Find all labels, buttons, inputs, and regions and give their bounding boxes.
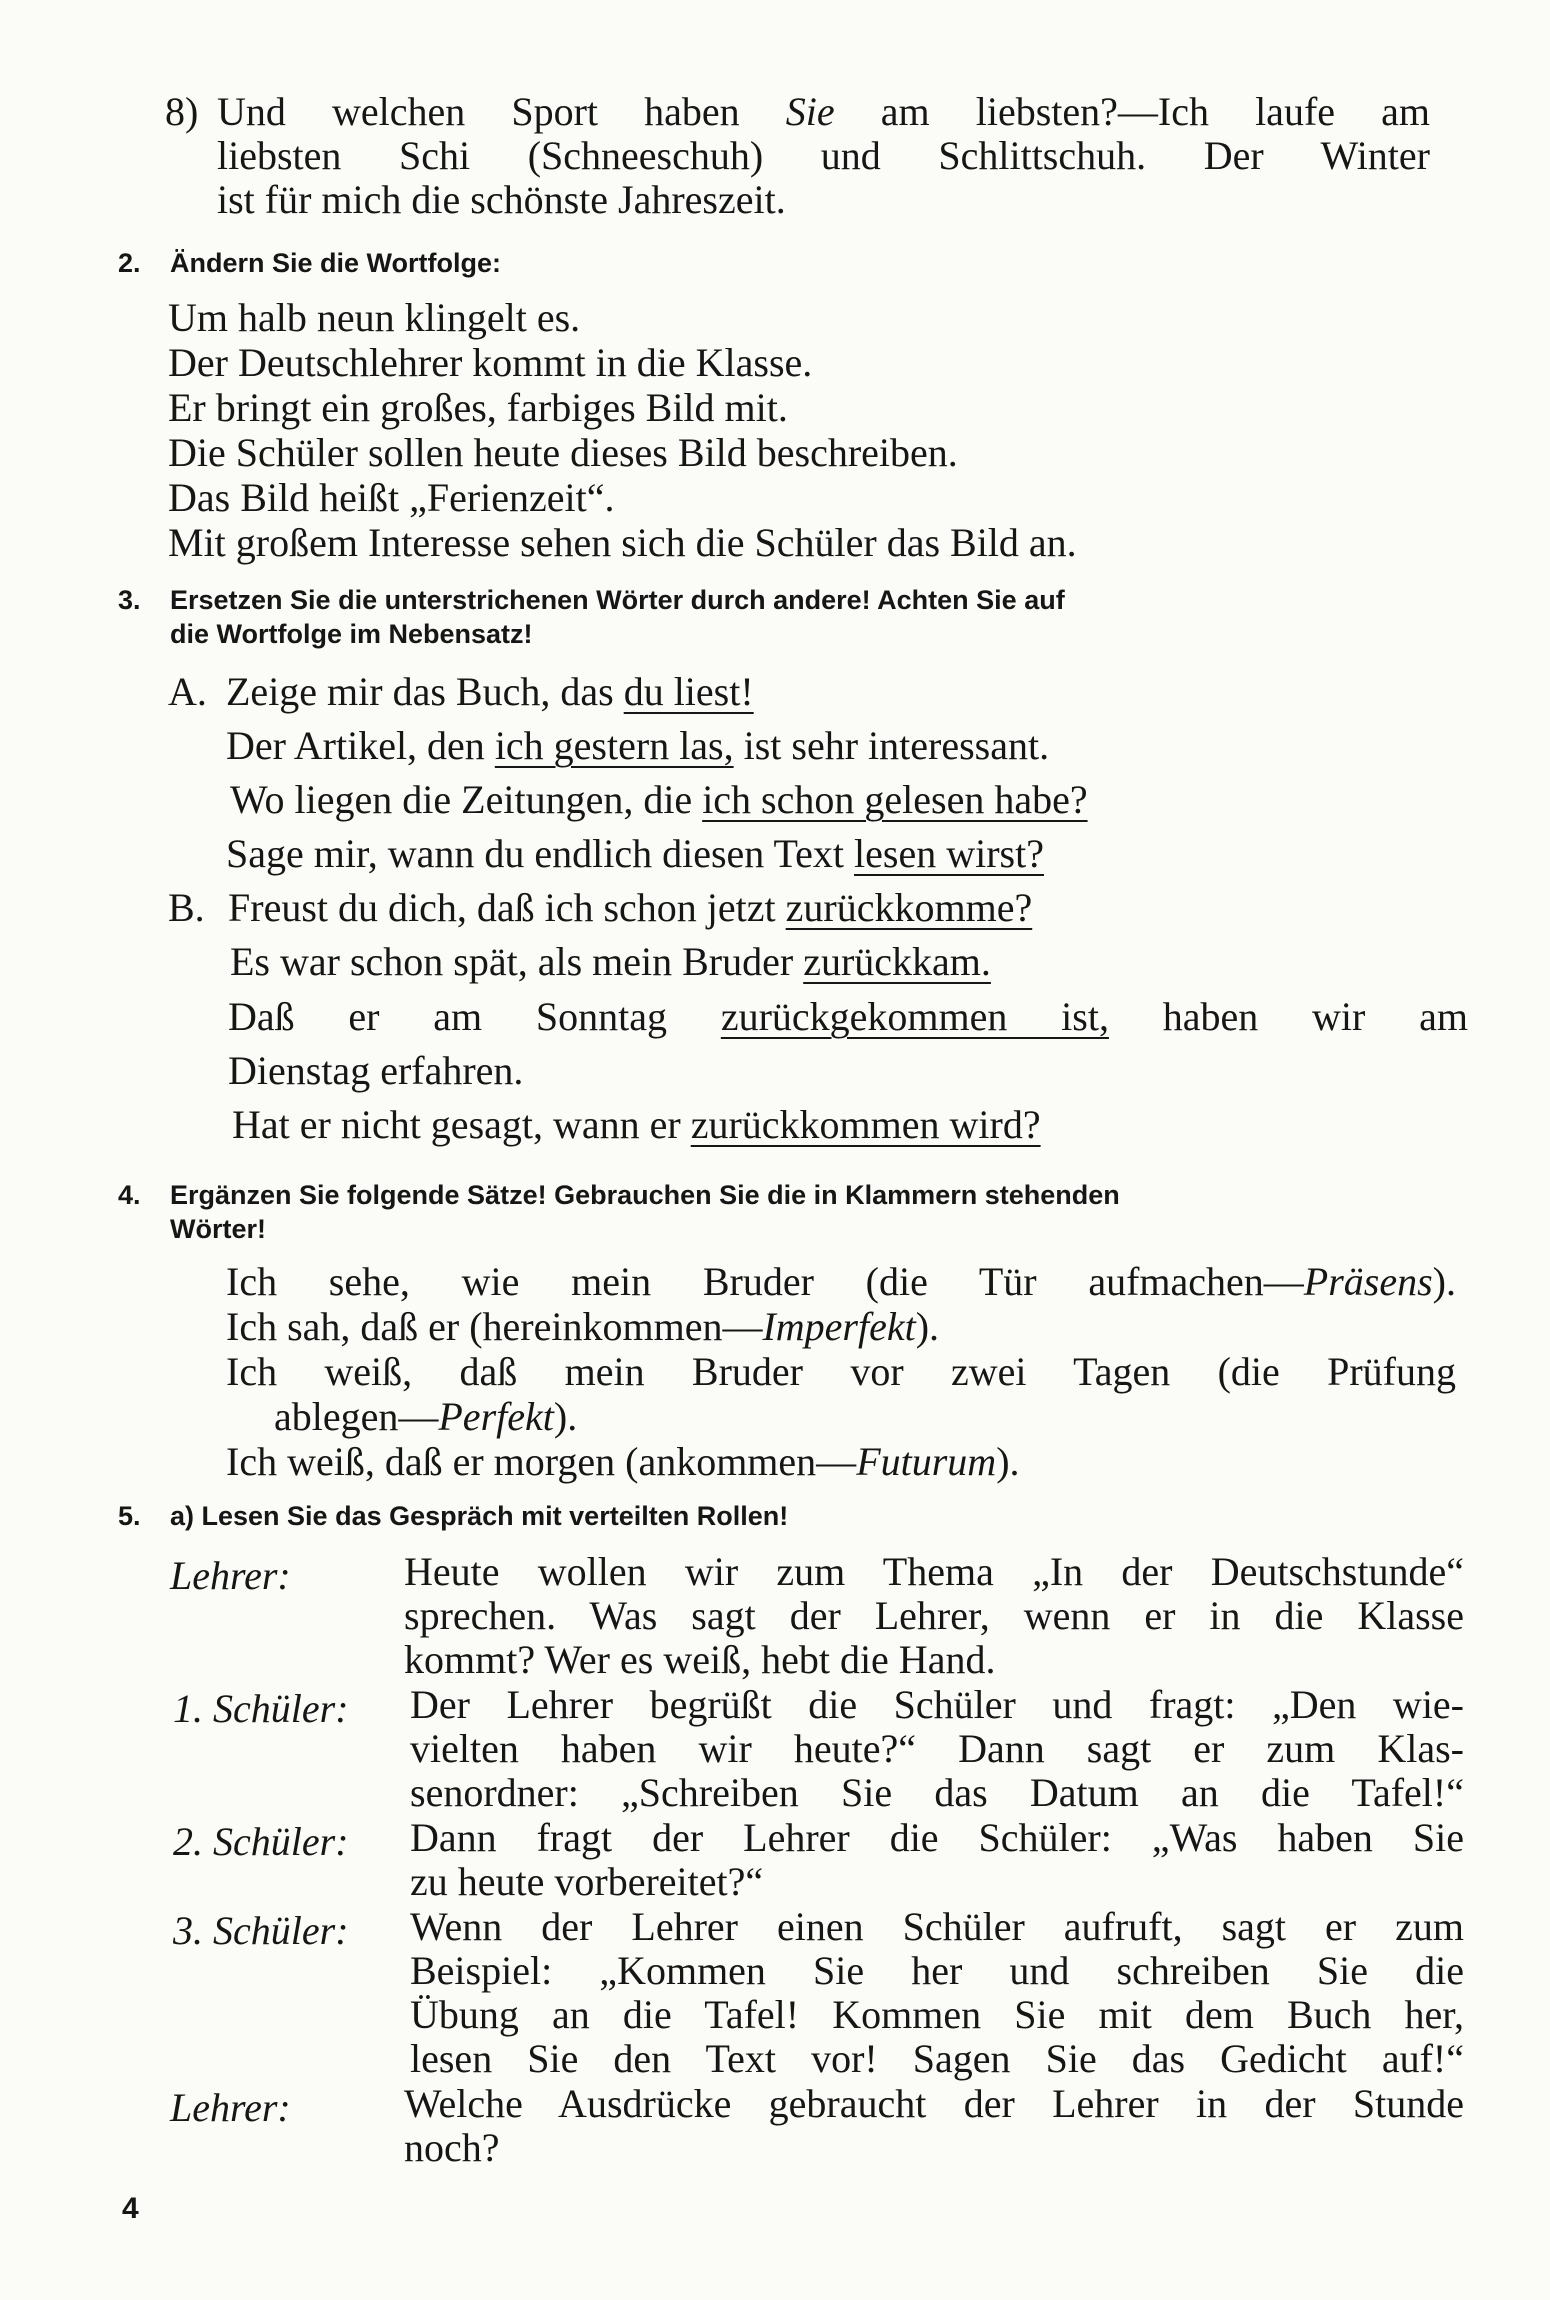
sentence-b4: Hat er nicht gesagt, wann er zurückkommen wird? — [232, 1102, 1041, 1147]
exercise-4-heading-line-2: Wörter! — [170, 1214, 266, 1244]
dialogue-line: Übung an die Tafel! Kommen Sie mit dem Buch her, — [410, 1992, 1464, 2037]
dialogue-line: Heute wollen wir zum Thema „In der Deutschstunde“ — [404, 1549, 1464, 1594]
exercise-4-number: 4. — [118, 1180, 141, 1210]
sentence-b3-continued: Dienstag erfahren. — [228, 1048, 524, 1093]
speaker-student-3: 3. Schüler: — [173, 1908, 349, 1953]
exercise-3-heading: 3. Ersetzen Sie die unterstrichenen Wörter durch andere! Achten Sie auf die Wortfolge im Nebensatz! — [118, 587, 1458, 648]
dialogue-line: Beispiel: „Kommen Sie her und schreiben Sie die — [410, 1948, 1464, 1993]
dialogue-line: Welche Ausdrücke gebraucht der Lehrer in der Stunde — [404, 2081, 1464, 2126]
sentence: Der Deutschlehrer kommt in die Klasse. — [168, 340, 813, 385]
sentence: Mit großem Interesse sehen sich die Schüler das Bild an. — [168, 520, 1077, 565]
sentence-b3: Daß er am Sonntag zurückgekommen ist, haben wir am — [228, 994, 1468, 1039]
dialogue-line: vielten haben wir heute?“ Dann sagt er zum Klas- — [410, 1726, 1464, 1771]
dialogue-line: senordner: „Schreiben Sie das Datum an die Tafel!“ — [410, 1770, 1464, 1815]
dialogue — [170, 1549, 1470, 2192]
dialogue-line: Der Lehrer begrüßt die Schüler und fragt: „Den wie- — [410, 1682, 1464, 1727]
item-8-line-2: liebsten Schi (Schneeschuh) und Schlittschuh. Der Winter — [217, 133, 1430, 178]
section-a-label: A. — [168, 669, 207, 714]
exercise-3-heading-line-2: die Wortfolge im Nebensatz! — [170, 619, 533, 649]
sentence: Er bringt ein großes, farbiges Bild mit. — [168, 385, 788, 430]
dialogue-line: zu heute vorbereitet?“ — [410, 1859, 764, 1904]
dialogue-line: Wenn der Lehrer einen Schüler aufruft, sagt er zum — [410, 1904, 1464, 1949]
item-8-number: 8) — [165, 89, 199, 134]
sentence-4-4: Ich weiß, daß er morgen (ankommen—Futurum). — [226, 1439, 1020, 1484]
item-8-line-3: ist für mich die schönste Jahreszeit. — [217, 177, 786, 222]
dialogue-line: noch? — [404, 2125, 500, 2170]
sentence-4-3-continued: ablegen—Perfekt). — [274, 1394, 578, 1439]
exercise-4-heading: 4. Ergänzen Sie folgende Sätze! Gebrauchen Sie die in Klammern stehenden Wörter! — [118, 1182, 1458, 1243]
speaker-student-1: 1. Schüler: — [173, 1686, 349, 1731]
exercise-5-heading: 5. a) Lesen Sie das Gespräch mit verteilten Rollen! — [118, 1501, 789, 1531]
sentence-b2: Es war schon spät, als mein Bruder zurückkam. — [230, 939, 991, 984]
dialogue-line: lesen Sie den Text vor! Sagen Sie das Gedicht auf!“ — [410, 2036, 1464, 2081]
sentence-b1: Freust du dich, daß ich schon jetzt zurückkomme? — [228, 885, 1033, 930]
page-number: 4 — [122, 2192, 139, 2225]
sentence-a4: Sage mir, wann du endlich diesen Text lesen wirst? — [226, 831, 1044, 876]
exercise-2-number: 2. — [118, 248, 141, 278]
exercise-2-heading: 2. Ändern Sie die Wortfolge: — [118, 248, 502, 278]
sentence: Die Schüler sollen heute dieses Bild beschreiben. — [168, 430, 958, 475]
dialogue-line: Dann fragt der Lehrer die Schüler: „Was haben Sie — [410, 1815, 1464, 1860]
sentence-a3: Wo liegen die Zeitungen, die ich schon gelesen habe? — [230, 777, 1088, 822]
speaker-teacher: Lehrer: — [170, 2085, 291, 2130]
sentence: Um halb neun klingelt es. — [168, 295, 581, 340]
sentence-a2: Der Artikel, den ich gestern las, ist sehr interessant. — [226, 723, 1050, 768]
dialogue-line: sprechen. Was sagt der Lehrer, wenn er in die Klasse — [404, 1593, 1464, 1638]
exercise-5-number: 5. — [118, 1501, 141, 1531]
sentence-4-1: Ich sehe, wie mein Bruder (die Tür aufmachen—Präsens). — [226, 1259, 1456, 1304]
exercise-3-number: 3. — [118, 585, 141, 615]
sentence-4-2: Ich sah, daß er (hereinkommen—Imperfekt). — [226, 1304, 940, 1349]
item-8-line-1: Und welchen Sport haben Sie am liebsten?—Ich laufe am — [217, 89, 1430, 134]
sentence: Das Bild heißt „Ferienzeit“. — [168, 475, 615, 520]
exercise-2-sentences — [168, 295, 1077, 565]
dialogue-line: kommt? Wer es weiß, hebt die Hand. — [404, 1637, 996, 1682]
speaker-student-2: 2. Schüler: — [173, 1819, 349, 1864]
section-b-label: B. — [168, 885, 205, 930]
sentence-4-3: Ich weiß, daß mein Bruder vor zwei Tagen (die Prüfung — [226, 1349, 1456, 1394]
sentence-a1: Zeige mir das Buch, das du liest! — [226, 669, 754, 714]
speaker-teacher: Lehrer: — [170, 1553, 291, 1598]
